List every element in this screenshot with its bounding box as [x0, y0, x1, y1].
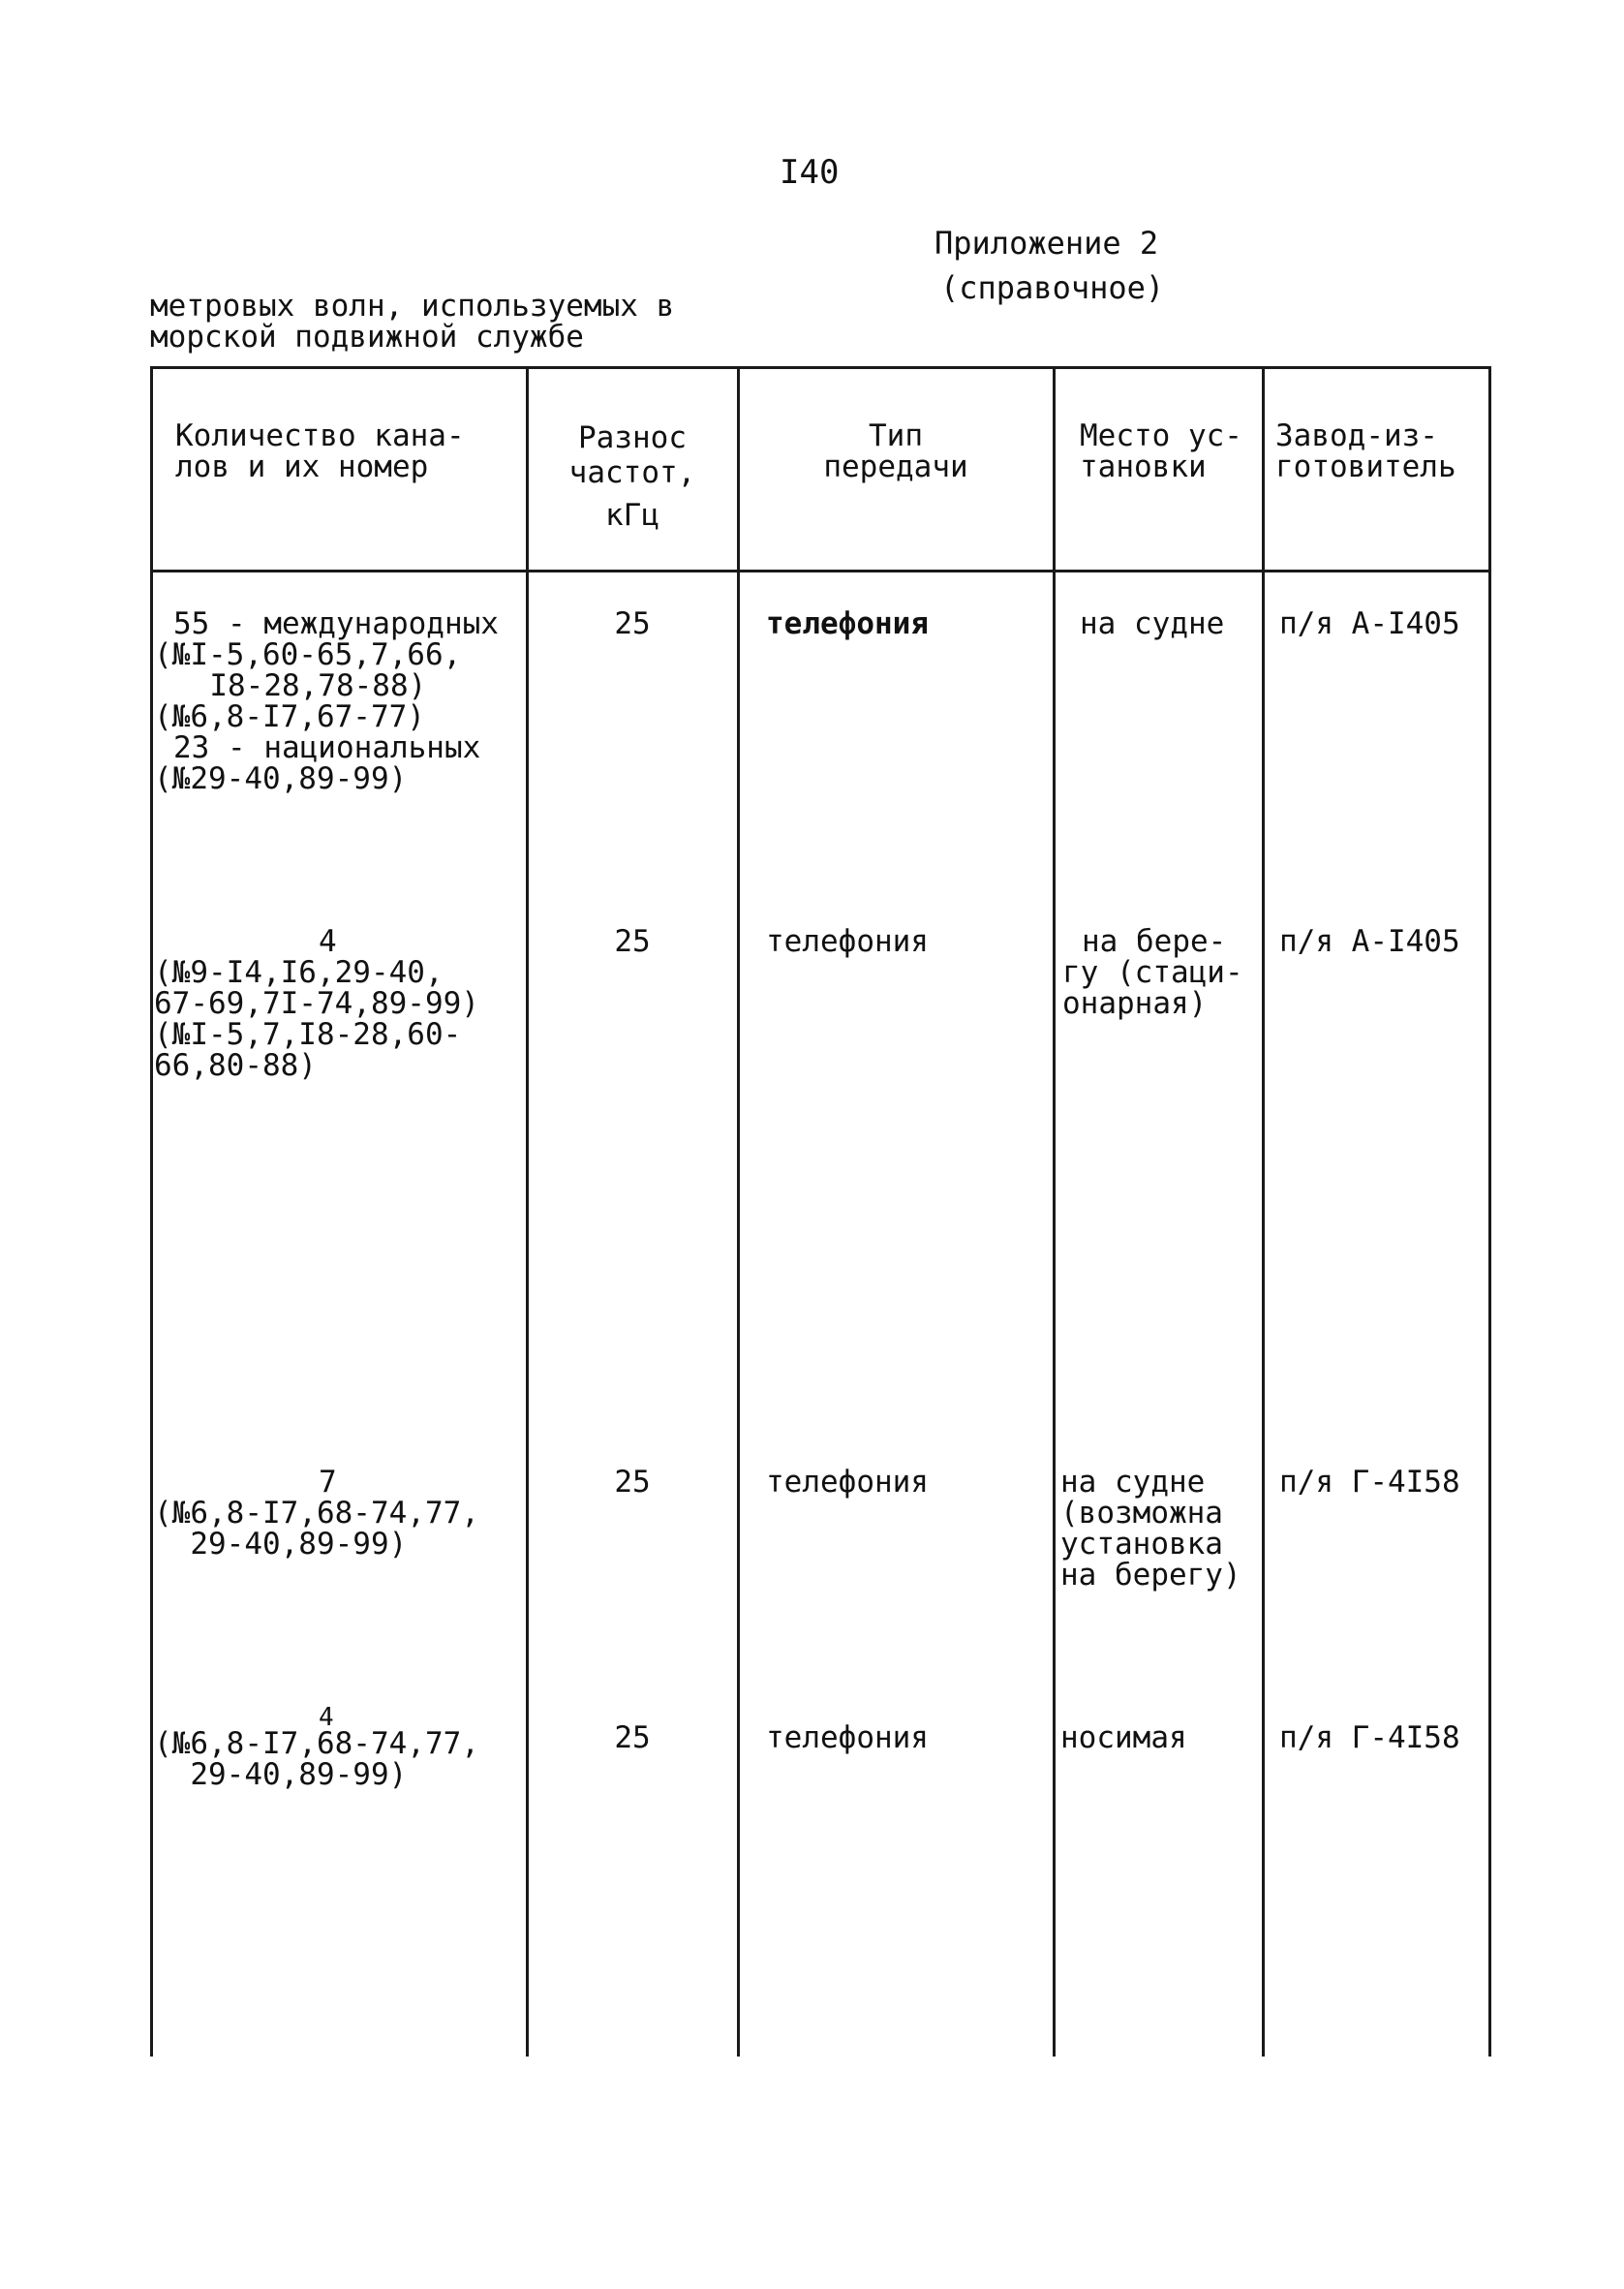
column-divider-4 — [1262, 366, 1265, 2057]
row3-type: телефония — [766, 1465, 929, 1500]
header-channels: Количество кана- лов и их номер — [175, 418, 465, 484]
row2-type: телефония — [766, 924, 929, 959]
appendix-subtitle: (справочное) — [940, 269, 1165, 306]
row3-channels: 7 (№6,8-I7,68-74,77, 29-40,89-99) — [154, 1465, 479, 1562]
row3-manufacturer: п/я Г-4I58 — [1279, 1465, 1460, 1500]
caption-line-2: морской подвижной службе — [150, 320, 584, 355]
table-border-top — [150, 366, 1491, 369]
appendix-label — [935, 221, 1164, 310]
row2-manufacturer: п/я А-I405 — [1279, 924, 1460, 959]
row4-spacing: 25 — [614, 1720, 651, 1755]
table-border-left — [150, 366, 153, 2057]
row4-channels: 4 (№6,8-I7,68-74,77, 29-40,89-99) — [154, 1703, 479, 1792]
column-divider-2 — [737, 366, 740, 2057]
row4-location: носимая — [1060, 1720, 1187, 1755]
row1-manufacturer: п/я А-I405 — [1279, 606, 1460, 641]
row2-location: на бере- гу (стаци- онарная) — [1062, 924, 1243, 1021]
column-divider-1 — [526, 366, 529, 2057]
channels-table — [150, 366, 1491, 2057]
row3-spacing: 25 — [614, 1465, 651, 1500]
row1-spacing: 25 — [614, 606, 651, 641]
table-caption — [150, 291, 674, 353]
caption-line-1: метровых волн, используемых в — [150, 289, 675, 324]
header-location: Место ус- тановки — [1080, 418, 1242, 484]
page-number: I40 — [780, 153, 840, 192]
row1-type: телефония — [766, 606, 929, 641]
row4-manufacturer: п/я Г-4I58 — [1279, 1720, 1460, 1755]
header-divider — [150, 570, 1491, 572]
column-divider-3 — [1053, 366, 1056, 2057]
row2-spacing: 25 — [614, 924, 651, 959]
header-manufacturer: Завод-из- готовитель — [1275, 418, 1456, 484]
row1-location: на судне — [1080, 606, 1225, 641]
table-border-right — [1488, 366, 1491, 2057]
header-spacing: Разнос частот, кГц — [568, 420, 696, 533]
row4-type: телефония — [766, 1720, 929, 1755]
header-type: Тип передачи — [823, 418, 968, 484]
row3-location: на судне (возможна установка на берегу) — [1060, 1465, 1241, 1593]
appendix-title: Приложение 2 — [935, 225, 1159, 262]
row2-channels: 4 (№9-I4,I6,29-40, 67-69,7I-74,89-99) (№I-5,7,I8-28,60- 66,80-88) — [154, 924, 479, 1083]
row1-channels: 55 - международных (№I-5,60-65,7,66, I8-28,78-88) (№6,8-I7,67-77) 23 - национальных (№29-40,89-99) — [154, 606, 499, 796]
